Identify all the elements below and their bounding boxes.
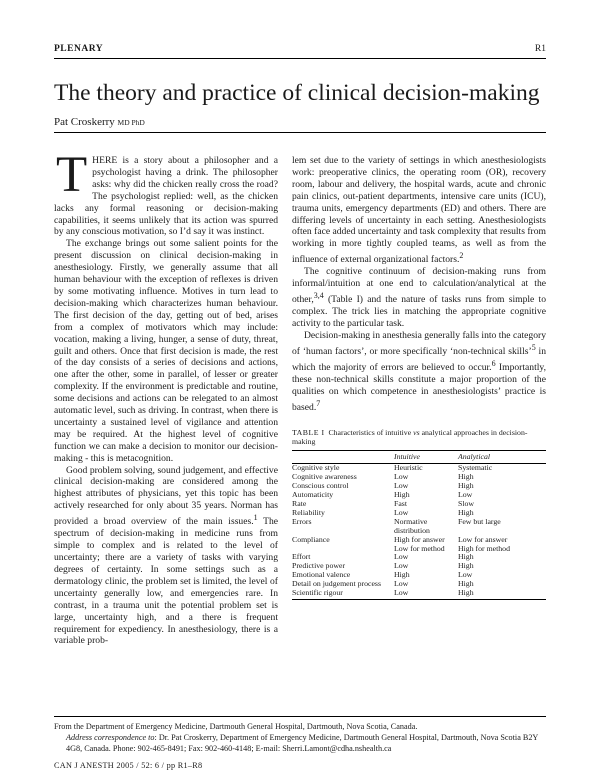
table-header-intuitive: Intuitive bbox=[394, 452, 420, 462]
row-intuitive: Normative distribution bbox=[394, 516, 430, 535]
table-row bbox=[292, 491, 546, 500]
citation: 1 bbox=[253, 513, 258, 523]
row-analytical: High bbox=[458, 552, 474, 562]
row-analytical: High bbox=[458, 561, 474, 571]
row-intuitive: Low bbox=[394, 589, 458, 599]
row-intuitive: Low bbox=[394, 472, 409, 482]
row-characteristic: Cognitive style bbox=[292, 463, 340, 473]
intro-paragraph: THERE is a story about a philosopher and a psychologist having a drink. The philosopher asks: why did the chicken really cross the road? The psychologist replied: well, as the chicken lacks any formal reasoning or decision-making capabilities, it seems unlikely that its action was spurred by any conscious motivation, so I’d say it was instinct. bbox=[54, 147, 278, 238]
row-characteristic: Predictive power bbox=[292, 561, 346, 571]
row-intuitive: Low bbox=[394, 507, 409, 517]
row-characteristic: Compliance bbox=[292, 534, 330, 544]
article-title: The theory and practice of clinical decision-making bbox=[54, 80, 540, 106]
row-analytical: Systematic bbox=[458, 463, 493, 473]
row-intuitive: Fast bbox=[394, 499, 407, 508]
row-characteristic: Detail on judgement process bbox=[292, 579, 381, 589]
characteristics-table bbox=[292, 450, 546, 600]
row-intuitive: Low bbox=[394, 579, 409, 589]
right-column bbox=[292, 155, 546, 600]
table-row bbox=[292, 589, 546, 599]
row-analytical: High for method bbox=[458, 543, 510, 553]
row-intuitive: High bbox=[394, 570, 410, 580]
row-analytical: Slow bbox=[458, 499, 475, 508]
table-header-empty bbox=[292, 451, 394, 464]
row-analytical: Low bbox=[458, 570, 473, 580]
row-intuitive: Low bbox=[394, 481, 409, 491]
row-intuitive: High for answer bbox=[394, 534, 445, 544]
row-intuitive: Low bbox=[394, 552, 409, 562]
row-analytical: High bbox=[458, 481, 474, 491]
body-paragraph: Decision-making in anesthesia generally falls into the category of ‘human factors’, or more specifically ‘non-technical skills’$^5$ in which the majority of errors are believed to occur.$^6$ Importantly, these non-technical skills constitute a major proportion of the qualities on which competence in anesthesiologists’ practice is based.$^7$ bbox=[292, 330, 547, 414]
page-number: R1 bbox=[534, 44, 546, 54]
citation: 6 bbox=[491, 359, 496, 369]
header-rule bbox=[54, 58, 546, 59]
row-analytical: Low bbox=[458, 490, 473, 500]
row-characteristic: Scientific rigour bbox=[292, 589, 394, 599]
row-characteristic: Errors bbox=[292, 516, 312, 526]
section-label: PLENARY bbox=[54, 44, 104, 54]
author-line bbox=[54, 116, 145, 128]
correspondence: Address correspondence to: Dr. Pat Croskerry, Department of Emergency Medicine, Dartmouth General Hospital, Dartmouth, Nova Scotia B2Y 4G8, Canada. Phone: 902-465-8491; Fax: 902-460-4148; E-mail: Sherri.Lamont@cdha.nshealth.ca bbox=[66, 732, 539, 753]
citation: 3,4 bbox=[313, 291, 324, 301]
table-label: TABLE I bbox=[292, 428, 325, 438]
table-header-row bbox=[292, 451, 546, 464]
row-analytical: Few but large bbox=[458, 516, 501, 526]
row-analytical: High bbox=[458, 472, 474, 482]
row-intuitive: Low for method bbox=[394, 543, 445, 553]
row-characteristic: Cognitive awareness bbox=[292, 472, 357, 482]
row-intuitive: Heuristic bbox=[394, 463, 423, 473]
author-degrees: MD PhD bbox=[117, 118, 145, 127]
citation: 5 bbox=[531, 342, 536, 352]
footnote bbox=[54, 722, 546, 754]
table-row bbox=[292, 500, 546, 509]
footnote-rule bbox=[54, 716, 546, 717]
row-characteristic: Conscious control bbox=[292, 481, 349, 491]
row-analytical: High bbox=[458, 589, 546, 599]
row-analytical: High bbox=[458, 507, 474, 517]
body-paragraph: The cognitive continuum of decision-making runs from informal/intuition at one end to calculation/analytical at the other,$^{3,4}$ (Table I) and the nature of tasks runs from simple to complex. The trick lies in matching the appropriate cognitive activity to the particular task. bbox=[292, 266, 546, 330]
body-paragraph: The exchange brings out some salient points for the present discussion on clinical decision-making in anesthesiology. Firstly, we generally assume that all human behaviour with the exception of reflexes is driven by some motivating influence. Motives in turn lead to decision-making which characterizes human behaviour. The first decision of the day, getting out of bed, arises from a complex of motivators which may include: vocation, making a living, hunger, a sense of duty, threat, guilt and others. Once that first decision is made, the rest of the day consists of a series of decisions and actions, one after the other, some in parallel, of lesser or greater complexity. If the environment is predictable and routine, some decisions and actions can be relegated to an almost automatic level, such as driving. In contrast, when there is uncertainty a sustained level of vigilance and attention may be required. At the highest level of cognitive function we can make a decision to monitor our decision-making - this is metacognition. bbox=[54, 238, 278, 464]
row-intuitive: Low bbox=[394, 561, 409, 571]
author-name: Pat Croskerry bbox=[54, 116, 115, 128]
row-characteristic: Emotional valence bbox=[292, 570, 351, 580]
drop-cap: T bbox=[56, 147, 88, 203]
title-rule bbox=[54, 132, 546, 133]
body-paragraph: lem set due to the variety of settings in which anesthesiologists work: preoperative clinics, the operating room (OR), recovery room, labour and delivery, the hospital wards, acute and chronic pain clinics, out-patient departments, intensive care units (ICU), trauma units, emergency departments (ED) and others. There are differing levels of uncertainty in each setting. Anesthesiologists often face added uncertainty and task complexity that results from working in more tightly coupled teams, as well as from the influence of external organizational factors.$^2$ bbox=[292, 155, 546, 266]
citation: 2 bbox=[459, 251, 464, 261]
row-characteristic: Reliability bbox=[292, 507, 325, 517]
row-characteristic: Automaticity bbox=[292, 490, 334, 500]
table-caption: TABLE I Characteristics of intuitive vs analytical approaches in decision-making bbox=[292, 428, 528, 447]
row-analytical: High bbox=[458, 579, 474, 589]
body-paragraph: Good problem solving, sound judgement, and effective clinical decision-making are considered among the highest attributes of physicians, yet this topic has been actively researched for only about 35 years. Norman has provided a broad overview of the main issues.$^1$ The spectrum of decision-making in medicine runs from simple to complex and is related to the level of uncertainty; there are a variety of tasks with varying degrees of certainty. In some settings such as a dermatology clinic, the problem set is limited, the level of uncertainty generally low, and emergencies rare. In contrast, in a trauma unit the potential problem set is large, uncertainty high, and a there is frequent requirement for expediency. In anesthesiology, there is a variable prob- bbox=[54, 464, 279, 647]
citation: 7 bbox=[316, 398, 321, 408]
row-characteristic: Rate bbox=[292, 499, 307, 508]
table-row bbox=[292, 545, 546, 554]
row-characteristic: Effort bbox=[292, 552, 311, 562]
table-header-analytical: Analytical bbox=[458, 452, 491, 462]
row-analytical: Low for answer bbox=[458, 534, 508, 544]
affiliation: From the Department of Emergency Medicine, Dartmouth General Hospital, Dartmouth, Nova Scotia, Canada. bbox=[54, 722, 418, 731]
table-row bbox=[292, 518, 546, 536]
journal-footer: CAN J ANESTH 2005 / 52: 6 / pp R1–R8 bbox=[54, 761, 203, 770]
left-column bbox=[54, 147, 279, 647]
row-intuitive: High bbox=[394, 490, 410, 500]
